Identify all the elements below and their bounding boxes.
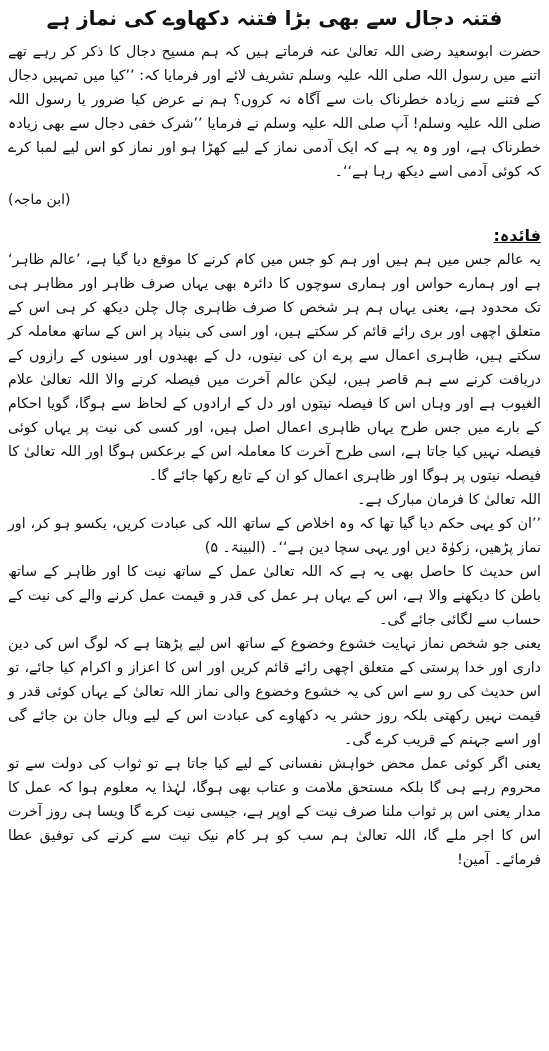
hadith-text: حضرت ابوسعید رضی اللہ تعالیٰ عنہ فرماتے ہیں کہ ہم مسیح دجال کا ذکر کر رہے تھے اتنے میں رسول اللہ صلی اللہ علیہ وسلم تشریف لائے اور فرمایا کہ: ’’کیا میں تمہیں دجال کے فتنے سے زیادہ خطرناک بات سے آگاہ نہ کروں؟ ہم نے عرض کیا ضرور یا رسول اللہ صلی اللہ علیہ وسلم! آپ صلی اللہ علیہ وسلم نے فرمایا ’’شرک خفی دجال سے بھی زیادہ خطرناک ہے، اور وہ یہ ہے کہ ایک آدمی نماز کے لیے کھڑا ہو اور نماز کو اس لیے لمبا کرے کہ کوئی آدمی اسے دیکھ رہا ہے‘‘۔ (8, 44, 541, 180)
worship-paragraph: یعنی جو شخص نماز نہایت خشوع وخضوع کے ساتھ اس لیے پڑھتا ہے کہ لوگ اس کی دین داری اور خدا پرستی کے متعلق اچھی رائے قائم کریں اور اس کا اعزاز و اکرام کیا جائے، تو اس حدیث کی رو سے اس کی یہ خشوع وخضوع والی نماز اللہ تعالیٰ کے یہاں کوئی قدر و قیمت نہیں رکھتی بلکہ روز حشر یہ دکھاوے کی عبادت اس کے لیے وبال جان بن جائے گی اور اسے جہنم کے قریب کرے گی۔ (8, 636, 541, 748)
section-heading: فائدہ: (493, 226, 541, 245)
quran-intro: اللہ تعالیٰ کا فرمان مبارک ہے۔ (357, 492, 541, 508)
page-title: فتنہ دجال سے بھی بڑا فتنہ دکھاوے کی نماز ہے (46, 6, 503, 30)
hadith-reference: (ابن ماجہ) (8, 192, 71, 208)
intention-paragraph: یعنی اگر کوئی عمل محض خواہش نفسانی کے لیے کیا جاتا ہے تو ثواب کی دولت سے تو محروم رہے ہی گا بلکہ مستحق ملامت و عتاب بھی ہوگا، لہٰذا یہ معلوم ہوا کہ عمل کا مدار یعنی اس پر ثواب ملنا صرف نیت کے اوپر ہے، جیسی نیت کرے گا ویسا ہی روز آخرت اس کا اجر ملے گا، اللہ تعالیٰ ہم سب کو ہر کام نیک نیت سے کرنے کی توفیق عطا فرمائے۔ آمین! (8, 756, 541, 868)
quran-verse: ’’ان کو یہی حکم دیا گیا تھا کہ وہ اخلاص کے ساتھ اللہ کی عبادت کریں، یکسو ہو کر، اور نماز پڑھیں، زکوٰۃ دیں اور یہی سچا دین ہے‘‘۔ (البینۃ۔ ۵) (8, 516, 541, 556)
hadith-summary: اس حدیث کا حاصل بھی یہ ہے کہ اللہ تعالیٰ عمل کے ساتھ نیت کا اور ظاہر کے ساتھ باطن کا دیکھنے والا ہے، اس کے یہاں ہر عمل کی قدر و قیمت عمل کرنے والے کی نیت کے حساب سے لگائی جائے گی۔ (8, 564, 541, 628)
explanation-paragraph: یہ عالم جس میں ہم ہیں اور ہم کو جس میں کام کرنے کا موقع دیا گیا ہے، ’عالم ظاہر‘ ہے اور ہمارے حواس اور ہماری سوچوں کا دائرہ بھی یہاں صرف ظاہر اور مظاہر ہی تک محدود ہے، یعنی یہاں ہم ہر شخص کا صرف ظاہری چال چلن دیکھ کر ہی اس کے متعلق اچھی اور بری رائے قائم کر سکتے ہیں، اور اسی کی بنیاد پر اس کے ساتھ معاملہ کر سکتے ہیں، ظاہری اعمال سے پرے ان کی نیتوں، دل کے بھیدوں اور سینوں کے رازوں کے دریافت کرنے سے ہم قاصر ہیں، لیکن عالم آخرت میں فیصلہ کرنے والا اللہ تعالیٰ علام الغیوب ہے اور وہاں اس کا فیصلہ نیتوں اور دل کے ارادوں کے لحاظ سے ہوگا، گویا احکام کے بارے میں جس طرح یہاں ظاہری اعمال اصل ہیں، اور کسی کی نیت پر یہاں کوئی فیصلہ نہیں کیا جاتا ہے، اسی طرح آخرت کا معاملہ اس کے برعکس ہوگا اور اللہ تعالیٰ کا فیصلہ نیتوں پر ہوگا اور ظاہری اعمال کو ان کے تابع رکھا جائے گا۔ (8, 252, 541, 484)
